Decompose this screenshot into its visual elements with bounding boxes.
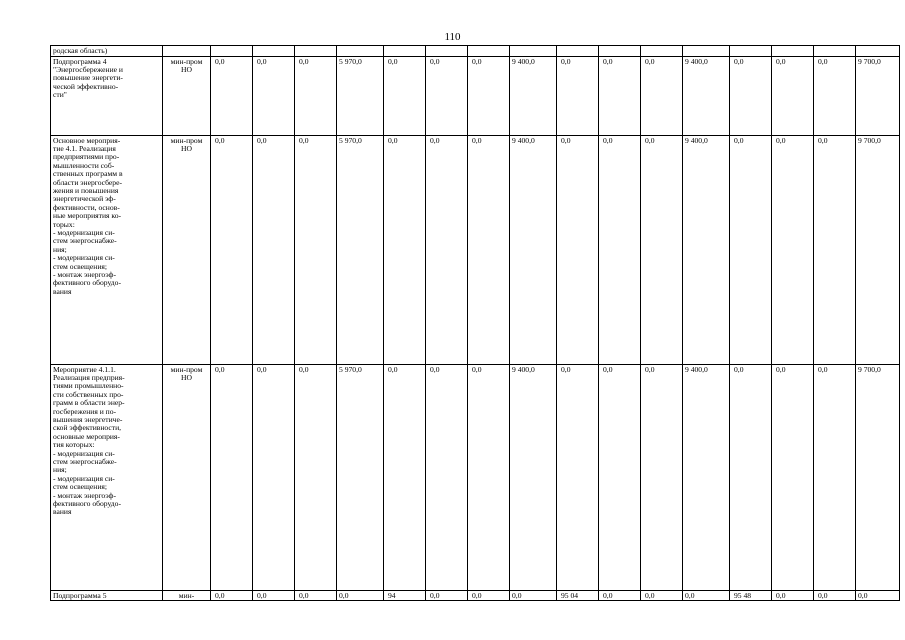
value-cell: 0,0 <box>730 57 772 136</box>
row-name-line: Реализация предприя- <box>53 372 125 382</box>
value-cell <box>253 46 295 57</box>
table-row <box>51 46 900 57</box>
value-cell <box>641 46 683 57</box>
row-name-line: основные мероприя- <box>53 431 120 441</box>
row-name-line: ния; <box>53 465 67 475</box>
row-name-line: - модернизация си- <box>53 473 115 483</box>
row-name-line: мышленности соб- <box>53 160 115 170</box>
row-name-cell <box>51 591 163 601</box>
value-cell: 0,0 <box>730 365 772 591</box>
value-cell: 0,0 <box>426 136 468 365</box>
value-cell: 0,0 <box>426 365 468 591</box>
table-row <box>51 591 900 601</box>
value-cell: 0,0 <box>426 591 468 601</box>
value-cell <box>295 46 337 57</box>
value-cell: 0,0 <box>384 57 426 136</box>
value-cell: 0,0 <box>253 136 295 365</box>
value-cell: 0,0 <box>384 136 426 365</box>
value-cell <box>599 46 641 57</box>
value-cell: 94 <box>384 591 426 601</box>
executor-cell: мин-пром НО <box>163 136 211 365</box>
executor-cell: мин- <box>163 591 211 601</box>
row-name-line: торых: <box>53 219 75 229</box>
value-cell <box>384 46 426 57</box>
value-cell: 0,0 <box>557 57 599 136</box>
value-cell <box>730 46 772 57</box>
row-name-line: стем энергоснабже- <box>53 236 117 246</box>
value-cell: 9 400,0 <box>510 57 557 136</box>
row-name-line: предприятиями про- <box>53 152 120 162</box>
value-cell: 0,0 <box>295 365 337 591</box>
row-name-line: госбережения и по- <box>53 406 117 416</box>
value-cell: 0,0 <box>772 591 814 601</box>
row-name-line: - модернизация си- <box>53 253 115 263</box>
value-cell: 0,0 <box>772 57 814 136</box>
value-cell: 9 400,0 <box>683 365 730 591</box>
row-name-line: тие 4.1. Реализация <box>53 143 116 153</box>
value-cell: 9 700,0 <box>856 57 900 136</box>
row-name-line: Подпрограмма 4 <box>53 56 107 66</box>
row-name-cell <box>51 365 163 591</box>
value-cell: 0,0 <box>772 136 814 365</box>
row-name-line: - монтаж энергоэф- <box>53 490 116 500</box>
value-cell: 0,0 <box>468 365 510 591</box>
value-cell: 0,0 <box>468 57 510 136</box>
row-name-line: вания <box>53 507 72 517</box>
row-name-cell <box>51 136 163 365</box>
value-cell <box>856 46 900 57</box>
executor-cell: мин-пром НО <box>163 365 211 591</box>
value-cell: 0,0 <box>814 591 856 601</box>
row-name-line: тиями промышленно- <box>53 381 124 391</box>
row-name-line: энергетической эф- <box>53 194 116 204</box>
row-name-line: ные мероприятия ко- <box>53 211 122 221</box>
value-cell: 0,0 <box>211 591 253 601</box>
value-cell: 0,0 <box>641 591 683 601</box>
row-name-line: фективного оборудо- <box>53 499 121 508</box>
row-name-line: "Энергосбережение и <box>53 64 123 74</box>
value-cell: 0,0 <box>253 591 295 601</box>
table-row <box>51 365 900 591</box>
table-row <box>51 57 900 136</box>
row-name-line: тия которых: <box>53 440 95 450</box>
value-cell: 0,0 <box>814 136 856 365</box>
value-cell <box>510 46 557 57</box>
value-cell <box>468 46 510 57</box>
row-name-cell <box>51 57 163 136</box>
value-cell: 0,0 <box>730 136 772 365</box>
row-name-line: сти собственных про- <box>53 389 124 399</box>
table-row <box>51 136 900 365</box>
row-name-line: ственных программ в <box>53 169 123 179</box>
value-cell: 0,0 <box>211 365 253 591</box>
value-cell <box>772 46 814 57</box>
value-cell: 0,0 <box>337 591 384 601</box>
row-name-cell <box>51 46 163 57</box>
value-cell <box>337 46 384 57</box>
row-name-line: ния; <box>53 244 67 254</box>
value-cell: 0,0 <box>295 136 337 365</box>
value-cell: 9 400,0 <box>510 365 557 591</box>
value-cell: 5 970,0 <box>337 365 384 591</box>
value-cell: 9 400,0 <box>510 136 557 365</box>
row-name-line: стем освещения; <box>53 261 107 271</box>
row-name-line: стем энергоснабже- <box>53 456 117 466</box>
row-name-line: - модернизация си- <box>53 227 115 237</box>
value-cell: 0,0 <box>211 57 253 136</box>
value-cell: 0,0 <box>426 57 468 136</box>
value-cell: 0,0 <box>814 57 856 136</box>
value-cell: 5 970,0 <box>337 136 384 365</box>
value-cell: 0,0 <box>295 57 337 136</box>
row-name-line: повышение энергети- <box>53 73 123 83</box>
value-cell: 0,0 <box>641 136 683 365</box>
value-cell: 9 400,0 <box>683 136 730 365</box>
row-name-line: фективного оборудо- <box>53 278 121 288</box>
row-name-line: Мероприятие 4.1.1. <box>53 364 116 374</box>
row-name-line: грамм в области энер- <box>53 398 125 408</box>
value-cell: 0,0 <box>856 591 900 601</box>
value-cell <box>557 46 599 57</box>
row-name-line: вания <box>53 286 72 296</box>
value-cell: 0,0 <box>253 57 295 136</box>
value-cell: 0,0 <box>814 365 856 591</box>
row-name-line: области энергосбере- <box>53 177 122 187</box>
value-cell: 0,0 <box>557 365 599 591</box>
value-cell <box>814 46 856 57</box>
value-cell: 0,0 <box>641 57 683 136</box>
value-cell: 0,0 <box>599 136 641 365</box>
row-name-line: - монтаж энергоэф- <box>53 270 116 279</box>
row-name-line: сти" <box>53 90 67 100</box>
value-cell: 0,0 <box>211 136 253 365</box>
row-name-line: Основное мероприя- <box>53 135 121 145</box>
value-cell: 0,0 <box>384 365 426 591</box>
value-cell <box>683 46 730 57</box>
value-cell <box>211 46 253 57</box>
value-cell: 0,0 <box>557 136 599 365</box>
executor-cell: мин-пром НО <box>163 57 211 136</box>
row-name-line: Подпрограмма 5 <box>53 590 107 600</box>
value-cell: 9 400,0 <box>683 57 730 136</box>
row-name-line: ской эффективности, <box>53 423 122 433</box>
value-cell: 95 04 <box>557 591 599 601</box>
value-cell <box>426 46 468 57</box>
value-cell: 0,0 <box>468 136 510 365</box>
row-name-line: жения и повышения <box>53 185 119 195</box>
value-cell: 0,0 <box>468 591 510 601</box>
row-name-line: родская область) <box>53 45 108 55</box>
value-cell: 0,0 <box>510 591 557 601</box>
value-cell: 0,0 <box>295 591 337 601</box>
value-cell: 0,0 <box>253 365 295 591</box>
row-name-line: ческой эффективно- <box>53 81 119 91</box>
value-cell: 9 700,0 <box>856 365 900 591</box>
value-cell: 0,0 <box>599 57 641 136</box>
value-cell: 95 48 <box>730 591 772 601</box>
value-cell: 5 970,0 <box>337 57 384 136</box>
row-name-line: - модернизация си- <box>53 448 115 458</box>
executor-cell <box>163 46 211 57</box>
value-cell: 9 700,0 <box>856 136 900 365</box>
value-cell: 0,0 <box>683 591 730 601</box>
value-cell: 0,0 <box>641 365 683 591</box>
row-name-line: фективности, основ- <box>53 202 120 212</box>
row-name-line: вышения энергетиче- <box>53 414 123 424</box>
row-name-line: стем освещения; <box>53 482 107 492</box>
page-number: 110 <box>444 31 461 43</box>
value-cell: 0,0 <box>599 591 641 601</box>
value-cell: 0,0 <box>599 365 641 591</box>
value-cell: 0,0 <box>772 365 814 591</box>
budget-table <box>50 45 900 601</box>
